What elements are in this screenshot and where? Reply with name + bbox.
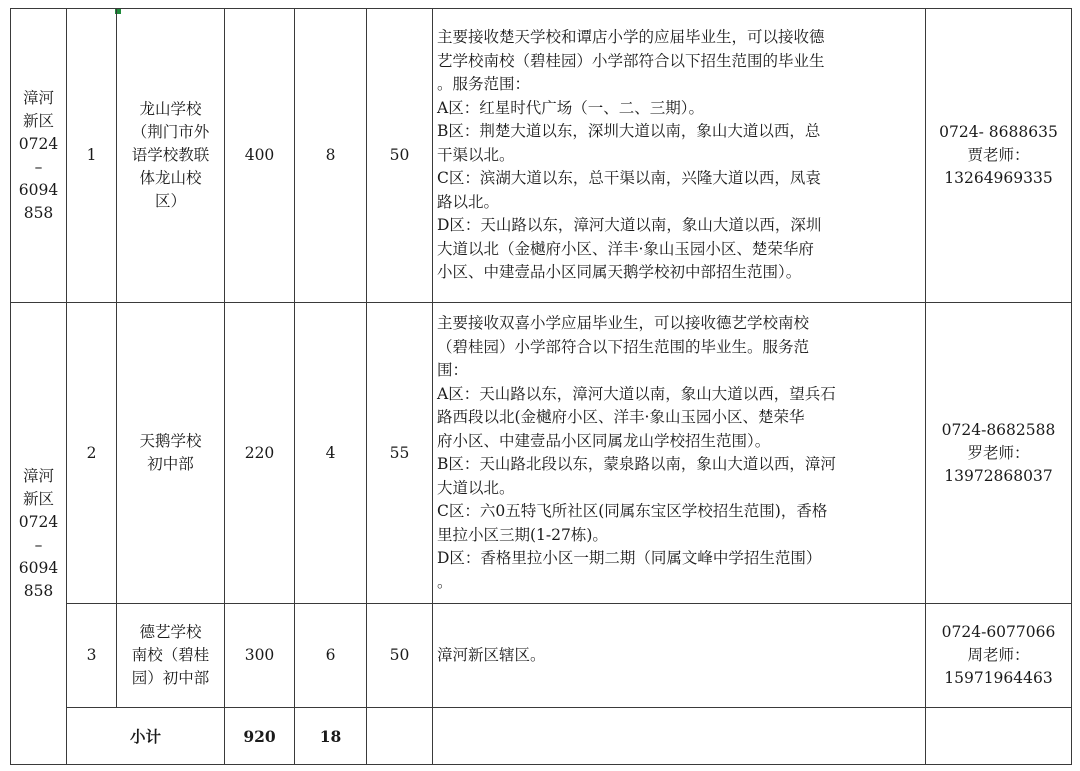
scope-line: B区：荆楚大道以东，深圳大道以南，象山大道以西，总 xyxy=(437,122,821,141)
contact-mobile: 15971964463 xyxy=(944,669,1053,687)
contact-phone: 0724-8682588 xyxy=(941,420,1056,439)
school-line: 初中部 xyxy=(147,455,194,473)
scope-line: 里拉小区三期(1-27栋)。 xyxy=(437,525,608,544)
students-cell: 400 xyxy=(225,9,295,303)
table-row xyxy=(11,604,1072,708)
class-size-cell: 55 xyxy=(367,303,433,604)
index-cell: 2 xyxy=(67,303,117,604)
contact-teacher: 罗老师： xyxy=(967,443,1030,462)
scope-line: 。 xyxy=(437,572,453,591)
school-line: 体龙山校 xyxy=(139,169,202,187)
contact-phone: 0724-6077066 xyxy=(941,623,1056,641)
index-cell: 1 xyxy=(67,9,117,303)
scope-line: D区：香格里拉小区一期二期（同属文峰中学招生范围） xyxy=(437,549,822,567)
table-row xyxy=(11,303,1072,604)
subtotal-empty-cell xyxy=(926,708,1072,765)
subtotal-students: 920 xyxy=(225,708,295,765)
district-line: 漳河 xyxy=(22,88,54,107)
district-line: – xyxy=(34,157,43,176)
scope-line: A区：红星时代广场（一、二、三期）。 xyxy=(437,98,704,117)
students-cell: 220 xyxy=(225,303,295,604)
scope-line: C区：滨湖大道以东，总干渠以南，兴隆大道以西，凤袁 xyxy=(437,169,821,188)
school-line: 德艺学校 xyxy=(139,623,202,641)
scope-line: 大道以北。 xyxy=(437,478,515,497)
scope-line: 干渠以北。 xyxy=(437,145,515,164)
index-cell: 3 xyxy=(67,604,117,708)
district-cell xyxy=(11,303,67,765)
scope-line: 路西段以北(金樾府小区、洋丰·象山玉园小区、楚荣华 xyxy=(437,408,805,426)
school-line: 天鹅学校 xyxy=(139,432,202,450)
class-size-cell: 50 xyxy=(367,9,433,303)
school-line: （荆门市外 xyxy=(131,123,210,141)
school-line: 语学校教联 xyxy=(131,146,210,164)
district-line: 6094 xyxy=(18,558,59,577)
scope-cell xyxy=(433,303,926,604)
scope-line: 艺学校南校（碧桂园）小学部符合以下招生范围的毕业生 xyxy=(437,51,825,70)
district-line: 858 xyxy=(23,581,54,600)
class-size-cell: 50 xyxy=(367,604,433,708)
scope-line: 主要接收双喜小学应届毕业生，可以接收德艺学校南校 xyxy=(437,314,810,332)
school-cell xyxy=(117,303,225,604)
district-line: 0724 xyxy=(18,512,59,531)
district-line: – xyxy=(34,535,43,554)
students-cell: 300 xyxy=(225,604,295,708)
contact-teacher: 周老师： xyxy=(967,646,1030,664)
school-line: 南校（碧桂 xyxy=(131,646,210,664)
scope-line: 围： xyxy=(437,361,469,379)
subtotal-empty-cell xyxy=(367,708,433,765)
contact-cell xyxy=(926,9,1072,303)
scope-line: 主要接收楚天学校和谭店小学的应届毕业生，可以接收德 xyxy=(437,28,825,47)
scope-line: A区：天山路以东，漳河大道以南，象山大道以西，望兵石 xyxy=(437,384,836,403)
scope-line: 。服务范围： xyxy=(437,75,531,94)
scope-line: D区：天山路以东，漳河大道以南，象山大道以西，深圳 xyxy=(437,216,822,235)
scope-cell xyxy=(433,604,926,708)
district-line: 漳河 xyxy=(22,466,54,485)
district-line: 0724 xyxy=(18,134,59,153)
subtotal-empty-cell xyxy=(433,708,926,765)
school-cell xyxy=(117,604,225,708)
scope-line: 路以北。 xyxy=(437,192,500,211)
scope-line: C区：六0五特飞所社区(同属东宝区学校招生范围)，香格 xyxy=(437,502,828,520)
district-line: 新区 xyxy=(22,489,54,508)
school-cell xyxy=(117,9,225,303)
admission-table xyxy=(10,8,1072,765)
school-line: 区） xyxy=(154,192,186,210)
subtotal-classes: 18 xyxy=(295,708,367,765)
district-cell xyxy=(11,9,67,303)
admission-table-container xyxy=(10,8,1072,765)
contact-cell xyxy=(926,303,1072,604)
contact-mobile: 13972868037 xyxy=(944,466,1053,485)
classes-cell: 8 xyxy=(295,9,367,303)
scope-cell xyxy=(433,9,926,303)
scope-line: 小区、中建壹品小区同属天鹅学校初中部招生范围）。 xyxy=(437,263,802,282)
contact-cell xyxy=(926,604,1072,708)
contact-phone: 0724- 8688635 xyxy=(939,123,1058,141)
district-line: 6094 xyxy=(18,180,59,199)
contact-mobile: 13264969335 xyxy=(944,169,1053,187)
table-row xyxy=(11,9,1072,303)
classes-cell: 6 xyxy=(295,604,367,708)
subtotal-row xyxy=(11,708,1072,765)
subtotal-label: 小计 xyxy=(67,708,225,765)
district-line: 新区 xyxy=(22,111,54,130)
school-line: 龙山学校 xyxy=(139,100,202,118)
district-line: 858 xyxy=(23,203,54,222)
scope-line: 漳河新区辖区。 xyxy=(437,645,546,664)
scope-line: 府小区、中建壹品小区同属龙山学校招生范围）。 xyxy=(437,431,771,450)
scope-line: （碧桂园）小学部符合以下招生范围的毕业生。服务范 xyxy=(437,337,810,356)
classes-cell: 4 xyxy=(295,303,367,604)
scope-line: B区：天山路北段以东，蒙泉路以南，象山大道以西，漳河 xyxy=(437,455,836,473)
scope-line: 大道以北（金樾府小区、洋丰·象山玉园小区、楚荣华府 xyxy=(437,239,814,258)
school-line: 园）初中部 xyxy=(131,669,210,687)
contact-teacher: 贾老师： xyxy=(967,146,1030,164)
